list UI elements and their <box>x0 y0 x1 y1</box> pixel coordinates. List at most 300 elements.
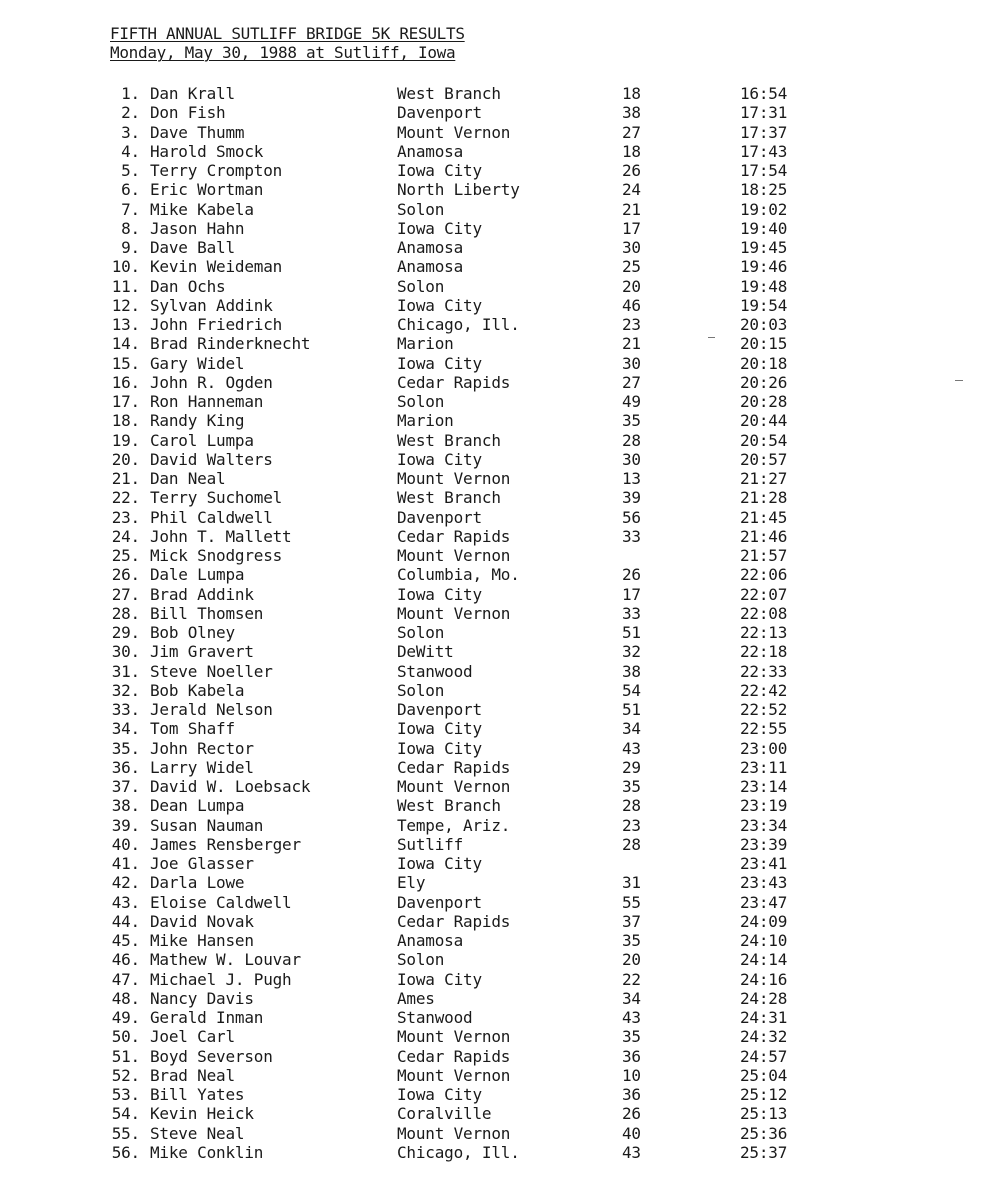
finish-time: 22:06 <box>740 565 788 585</box>
runner-name: Larry Widel <box>150 757 254 777</box>
place-number: 15. <box>111 353 140 373</box>
runner-age: 36 <box>622 1085 641 1104</box>
runner-name: Michael J. Pugh <box>150 969 292 989</box>
place-number: 20. <box>111 449 140 469</box>
runner-town: Stanwood <box>397 661 473 681</box>
document-title: FIFTH ANNUAL SUTLIFF BRIDGE 5K RESULTS <box>110 24 465 43</box>
finish-time: 21:27 <box>740 469 788 488</box>
result-row <box>0 200 984 219</box>
place-number: 11. <box>111 276 140 296</box>
result-row <box>0 392 984 411</box>
result-row <box>0 912 984 931</box>
finish-time: 20:44 <box>740 411 788 431</box>
runner-town: Iowa City <box>397 161 482 180</box>
result-row <box>0 180 984 199</box>
finish-time: 20:15 <box>740 334 788 354</box>
runner-age: 22 <box>622 969 641 989</box>
runner-age: 26 <box>622 1104 641 1124</box>
result-row <box>0 681 984 700</box>
runner-age: 54 <box>622 680 641 700</box>
runner-age: 34 <box>622 719 641 739</box>
finish-time: 21:57 <box>740 546 788 565</box>
result-row <box>0 700 984 719</box>
finish-time: 20:26 <box>740 372 788 392</box>
result-row <box>0 527 984 546</box>
runner-town: Mount Vernon <box>397 469 511 488</box>
runner-town: Solon <box>397 950 445 970</box>
place-number: 26. <box>111 565 140 585</box>
result-row <box>0 161 984 180</box>
runner-age: 10 <box>622 1065 641 1085</box>
place-number: 33. <box>111 700 140 719</box>
finish-time: 19:48 <box>740 276 788 296</box>
runner-age: 33 <box>622 603 641 623</box>
runner-name: Dan Neal <box>150 469 226 488</box>
runner-town: Mount Vernon <box>397 1123 511 1143</box>
finish-time: 23:19 <box>740 796 788 816</box>
result-row <box>0 585 984 604</box>
runner-town: Chicago, Ill. <box>397 1142 520 1162</box>
runner-name: Harold Smock <box>150 141 264 161</box>
finish-time: 23:11 <box>740 757 788 777</box>
result-row <box>0 238 984 257</box>
finish-time: 19:02 <box>740 199 788 219</box>
runner-town: Davenport <box>397 700 482 719</box>
finish-time: 23:47 <box>740 892 788 912</box>
finish-time: 22:13 <box>740 623 788 642</box>
runner-age: 56 <box>622 507 641 527</box>
result-row <box>0 257 984 276</box>
runner-town: Anamosa <box>397 141 464 161</box>
runner-town: Cedar Rapids <box>397 1046 511 1066</box>
result-row <box>0 950 984 969</box>
runner-name: Darla Lowe <box>150 873 245 893</box>
result-row <box>0 411 984 430</box>
finish-time: 22:42 <box>740 680 788 700</box>
place-number: 2. <box>121 103 140 123</box>
result-row <box>0 642 984 661</box>
place-number: 31. <box>111 661 140 681</box>
result-row <box>0 488 984 507</box>
runner-town: Anamosa <box>397 257 464 277</box>
place-number: 25. <box>111 546 140 565</box>
finish-time: 17:54 <box>740 161 788 180</box>
place-number: 42. <box>111 873 140 893</box>
runner-name: Jim Gravert <box>150 642 254 662</box>
runner-town: Solon <box>397 199 445 219</box>
result-row <box>0 758 984 777</box>
scan-mark <box>708 337 715 338</box>
runner-name: James Rensberger <box>150 834 301 854</box>
runner-name: Dale Lumpa <box>150 565 245 585</box>
runner-town: West Branch <box>397 796 501 816</box>
finish-time: 24:32 <box>740 1027 788 1047</box>
runner-town: Ames <box>397 988 435 1008</box>
runner-name: Boyd Severson <box>150 1046 273 1066</box>
runner-name: Sylvan Addink <box>150 295 273 315</box>
finish-time: 24:28 <box>740 988 788 1008</box>
runner-town: Marion <box>397 411 454 431</box>
place-number: 53. <box>111 1085 140 1104</box>
runner-age: 29 <box>622 757 641 777</box>
finish-time: 22:33 <box>740 661 788 681</box>
finish-time: 22:55 <box>740 719 788 739</box>
runner-age: 49 <box>622 392 641 411</box>
runner-town: Iowa City <box>397 719 482 739</box>
runner-age: 55 <box>622 892 641 912</box>
runner-town: Tempe, Ariz. <box>397 815 511 835</box>
place-number: 56. <box>111 1142 140 1162</box>
place-number: 23. <box>111 507 140 527</box>
runner-age: 20 <box>622 950 641 970</box>
result-row <box>0 508 984 527</box>
result-row <box>0 373 984 392</box>
result-row <box>0 777 984 796</box>
finish-time: 16:54 <box>740 84 788 103</box>
runner-age: 28 <box>622 430 641 450</box>
runner-town: Anamosa <box>397 238 464 257</box>
place-number: 30. <box>111 642 140 662</box>
result-row <box>0 469 984 488</box>
runner-name: Randy King <box>150 411 245 431</box>
runner-name: Gerald Inman <box>150 1008 264 1027</box>
finish-time: 17:31 <box>740 103 788 123</box>
runner-town: Anamosa <box>397 931 464 950</box>
finish-time: 21:28 <box>740 488 788 508</box>
place-number: 44. <box>111 911 140 931</box>
runner-town: Columbia, Mo. <box>397 565 520 585</box>
place-number: 1. <box>121 84 140 103</box>
runner-town: Mount Vernon <box>397 777 511 796</box>
place-number: 8. <box>121 218 140 238</box>
place-number: 18. <box>111 411 140 431</box>
runner-name: Kevin Heick <box>150 1104 254 1124</box>
place-number: 48. <box>111 988 140 1008</box>
runner-town: Cedar Rapids <box>397 526 511 546</box>
runner-age: 35 <box>622 777 641 796</box>
place-number: 51. <box>111 1046 140 1066</box>
runner-name: David W. Loebsack <box>150 777 311 796</box>
document-header <box>110 24 465 62</box>
finish-time: 23:34 <box>740 815 788 835</box>
result-row <box>0 1047 984 1066</box>
result-row <box>0 142 984 161</box>
document-subtitle: Monday, May 30, 1988 at Sutliff, Iowa <box>110 43 456 62</box>
result-row <box>0 354 984 373</box>
runner-age: 18 <box>622 141 641 161</box>
runner-age: 43 <box>622 1142 641 1162</box>
finish-time: 20:28 <box>740 392 788 411</box>
result-row <box>0 315 984 334</box>
runner-town: Chicago, Ill. <box>397 315 520 334</box>
runner-age: 17 <box>622 218 641 238</box>
result-row <box>0 739 984 758</box>
runner-town: West Branch <box>397 84 501 103</box>
runner-name: Dave Thumm <box>150 122 245 142</box>
finish-time: 22:52 <box>740 700 788 719</box>
result-row <box>0 1066 984 1085</box>
finish-time: 20:03 <box>740 315 788 334</box>
result-row <box>0 334 984 353</box>
finish-time: 25:37 <box>740 1142 788 1162</box>
result-row <box>0 970 984 989</box>
runner-name: Brad Addink <box>150 584 254 604</box>
result-row <box>0 84 984 103</box>
runner-age: 35 <box>622 931 641 950</box>
runner-name: Dave Ball <box>150 238 235 257</box>
place-number: 49. <box>111 1008 140 1027</box>
result-row <box>0 565 984 584</box>
runner-age: 38 <box>622 103 641 123</box>
place-number: 41. <box>111 854 140 873</box>
runner-age: 18 <box>622 84 641 103</box>
result-row <box>0 546 984 565</box>
runner-town: Iowa City <box>397 295 482 315</box>
runner-age: 21 <box>622 334 641 354</box>
runner-town: Iowa City <box>397 353 482 373</box>
finish-time: 19:54 <box>740 295 788 315</box>
result-row <box>0 893 984 912</box>
finish-time: 22:08 <box>740 603 788 623</box>
finish-time: 25:13 <box>740 1104 788 1124</box>
result-row <box>0 431 984 450</box>
runner-town: Cedar Rapids <box>397 911 511 931</box>
runner-town: Marion <box>397 334 454 354</box>
result-row <box>0 1124 984 1143</box>
runner-town: Mount Vernon <box>397 122 511 142</box>
runner-name: Bob Kabela <box>150 680 245 700</box>
place-number: 29. <box>111 623 140 642</box>
runner-town: DeWitt <box>397 642 454 662</box>
runner-town: Solon <box>397 680 445 700</box>
place-number: 27. <box>111 584 140 604</box>
runner-name: Eric Wortman <box>150 180 264 200</box>
place-number: 19. <box>111 430 140 450</box>
runner-name: Steve Noeller <box>150 661 273 681</box>
finish-time: 24:10 <box>740 931 788 950</box>
place-number: 50. <box>111 1027 140 1047</box>
finish-time: 23:41 <box>740 854 788 873</box>
runner-town: Solon <box>397 392 445 411</box>
runner-age: 32 <box>622 642 641 662</box>
runner-town: Davenport <box>397 103 482 123</box>
runner-name: Dan Ochs <box>150 276 226 296</box>
runner-name: Terry Suchomel <box>150 488 283 508</box>
runner-name: David Novak <box>150 911 254 931</box>
runner-age: 39 <box>622 488 641 508</box>
result-row <box>0 662 984 681</box>
runner-age: 26 <box>622 161 641 180</box>
runner-age: 36 <box>622 1046 641 1066</box>
finish-time: 20:54 <box>740 430 788 450</box>
runner-name: Dan Krall <box>150 84 235 103</box>
result-row <box>0 835 984 854</box>
place-number: 10. <box>111 257 140 277</box>
place-number: 6. <box>121 180 140 200</box>
finish-time: 22:07 <box>740 584 788 604</box>
finish-time: 23:39 <box>740 834 788 854</box>
finish-time: 25:04 <box>740 1065 788 1085</box>
runner-age: 35 <box>622 1027 641 1047</box>
place-number: 37. <box>111 777 140 796</box>
place-number: 7. <box>121 199 140 219</box>
place-number: 12. <box>111 295 140 315</box>
result-row <box>0 1008 984 1027</box>
place-number: 21. <box>111 469 140 488</box>
runner-name: John Friedrich <box>150 315 283 334</box>
runner-age: 37 <box>622 911 641 931</box>
runner-name: Mick Snodgress <box>150 546 283 565</box>
runner-name: Mike Kabela <box>150 199 254 219</box>
runner-age: 30 <box>622 238 641 257</box>
runner-age: 28 <box>622 796 641 816</box>
runner-name: Jerald Nelson <box>150 700 273 719</box>
runner-town: North Liberty <box>397 180 520 200</box>
result-row <box>0 989 984 1008</box>
finish-time: 21:46 <box>740 526 788 546</box>
runner-town: Mount Vernon <box>397 1027 511 1047</box>
place-number: 16. <box>111 372 140 392</box>
result-row <box>0 931 984 950</box>
place-number: 22. <box>111 488 140 508</box>
runner-age: 31 <box>622 873 641 893</box>
place-number: 36. <box>111 757 140 777</box>
place-number: 4. <box>121 141 140 161</box>
runner-age: 46 <box>622 295 641 315</box>
place-number: 34. <box>111 719 140 739</box>
runner-town: Solon <box>397 623 445 642</box>
finish-time: 23:00 <box>740 738 788 758</box>
runner-name: Steve Neal <box>150 1123 245 1143</box>
runner-town: Iowa City <box>397 1085 482 1104</box>
runner-age: 33 <box>622 526 641 546</box>
runner-name: Mathew W. Louvar <box>150 950 301 970</box>
finish-time: 23:43 <box>740 873 788 893</box>
place-number: 45. <box>111 931 140 950</box>
result-row <box>0 219 984 238</box>
runner-name: Carol Lumpa <box>150 430 254 450</box>
runner-age: 34 <box>622 988 641 1008</box>
runner-town: Iowa City <box>397 584 482 604</box>
runner-age: 23 <box>622 315 641 334</box>
result-row <box>0 604 984 623</box>
place-number: 52. <box>111 1065 140 1085</box>
runner-name: Bob Olney <box>150 623 235 642</box>
runner-town: Mount Vernon <box>397 603 511 623</box>
runner-age: 43 <box>622 1008 641 1027</box>
place-number: 39. <box>111 815 140 835</box>
runner-age: 35 <box>622 411 641 431</box>
runner-town: Sutliff <box>397 834 464 854</box>
finish-time: 24:14 <box>740 950 788 970</box>
runner-town: Cedar Rapids <box>397 372 511 392</box>
runner-town: Iowa City <box>397 738 482 758</box>
place-number: 32. <box>111 680 140 700</box>
place-number: 13. <box>111 315 140 334</box>
runner-age: 26 <box>622 565 641 585</box>
runner-name: Mike Hansen <box>150 931 254 950</box>
result-row <box>0 103 984 122</box>
runner-name: Eloise Caldwell <box>150 892 292 912</box>
finish-time: 22:18 <box>740 642 788 662</box>
runner-name: Dean Lumpa <box>150 796 245 816</box>
place-number: 38. <box>111 796 140 816</box>
runner-town: Solon <box>397 276 445 296</box>
finish-time: 18:25 <box>740 180 788 200</box>
runner-name: Kevin Weideman <box>150 257 283 277</box>
runner-age: 51 <box>622 700 641 719</box>
place-number: 24. <box>111 526 140 546</box>
place-number: 46. <box>111 950 140 970</box>
finish-time: 20:57 <box>740 449 788 469</box>
runner-name: Jason Hahn <box>150 218 245 238</box>
finish-time: 19:40 <box>740 218 788 238</box>
result-row <box>0 277 984 296</box>
runner-age: 30 <box>622 353 641 373</box>
runner-name: David Walters <box>150 449 273 469</box>
finish-time: 24:16 <box>740 969 788 989</box>
runner-name: John T. Mallett <box>150 526 292 546</box>
runner-age: 51 <box>622 623 641 642</box>
runner-name: Bill Thomsen <box>150 603 264 623</box>
runner-age: 27 <box>622 372 641 392</box>
runner-age: 43 <box>622 738 641 758</box>
finish-time: 17:43 <box>740 141 788 161</box>
scan-mark <box>955 380 963 381</box>
finish-time: 23:14 <box>740 777 788 796</box>
runner-name: Nancy Davis <box>150 988 254 1008</box>
finish-time: 17:37 <box>740 122 788 142</box>
result-row <box>0 816 984 835</box>
runner-town: Mount Vernon <box>397 546 511 565</box>
place-number: 5. <box>121 161 140 180</box>
runner-town: Iowa City <box>397 218 482 238</box>
runner-town: Davenport <box>397 892 482 912</box>
runner-name: Phil Caldwell <box>150 507 273 527</box>
runner-name: Mike Conklin <box>150 1142 264 1162</box>
runner-age: 20 <box>622 276 641 296</box>
runner-age: 13 <box>622 469 641 488</box>
finish-time: 25:36 <box>740 1123 788 1143</box>
finish-time: 24:31 <box>740 1008 788 1027</box>
place-number: 35. <box>111 738 140 758</box>
runner-name: Gary Widel <box>150 353 245 373</box>
runner-town: Mount Vernon <box>397 1065 511 1085</box>
results-list <box>0 84 984 1162</box>
result-row <box>0 873 984 892</box>
result-row <box>0 854 984 873</box>
runner-name: Terry Crompton <box>150 161 283 180</box>
runner-name: Ron Hanneman <box>150 392 264 411</box>
runner-name: Bill Yates <box>150 1085 245 1104</box>
runner-name: Don Fish <box>150 103 226 123</box>
finish-time: 19:45 <box>740 238 788 257</box>
result-row <box>0 123 984 142</box>
finish-time: 25:12 <box>740 1085 788 1104</box>
runner-town: Iowa City <box>397 854 482 873</box>
runner-name: Tom Shaff <box>150 719 235 739</box>
runner-age: 25 <box>622 257 641 277</box>
place-number: 3. <box>121 122 140 142</box>
runner-name: Brad Rinderknecht <box>150 334 311 354</box>
runner-name: John Rector <box>150 738 254 758</box>
finish-time: 21:45 <box>740 507 788 527</box>
place-number: 40. <box>111 834 140 854</box>
runner-age: 17 <box>622 584 641 604</box>
runner-age: 27 <box>622 122 641 142</box>
result-row <box>0 796 984 815</box>
runner-town: Stanwood <box>397 1008 473 1027</box>
